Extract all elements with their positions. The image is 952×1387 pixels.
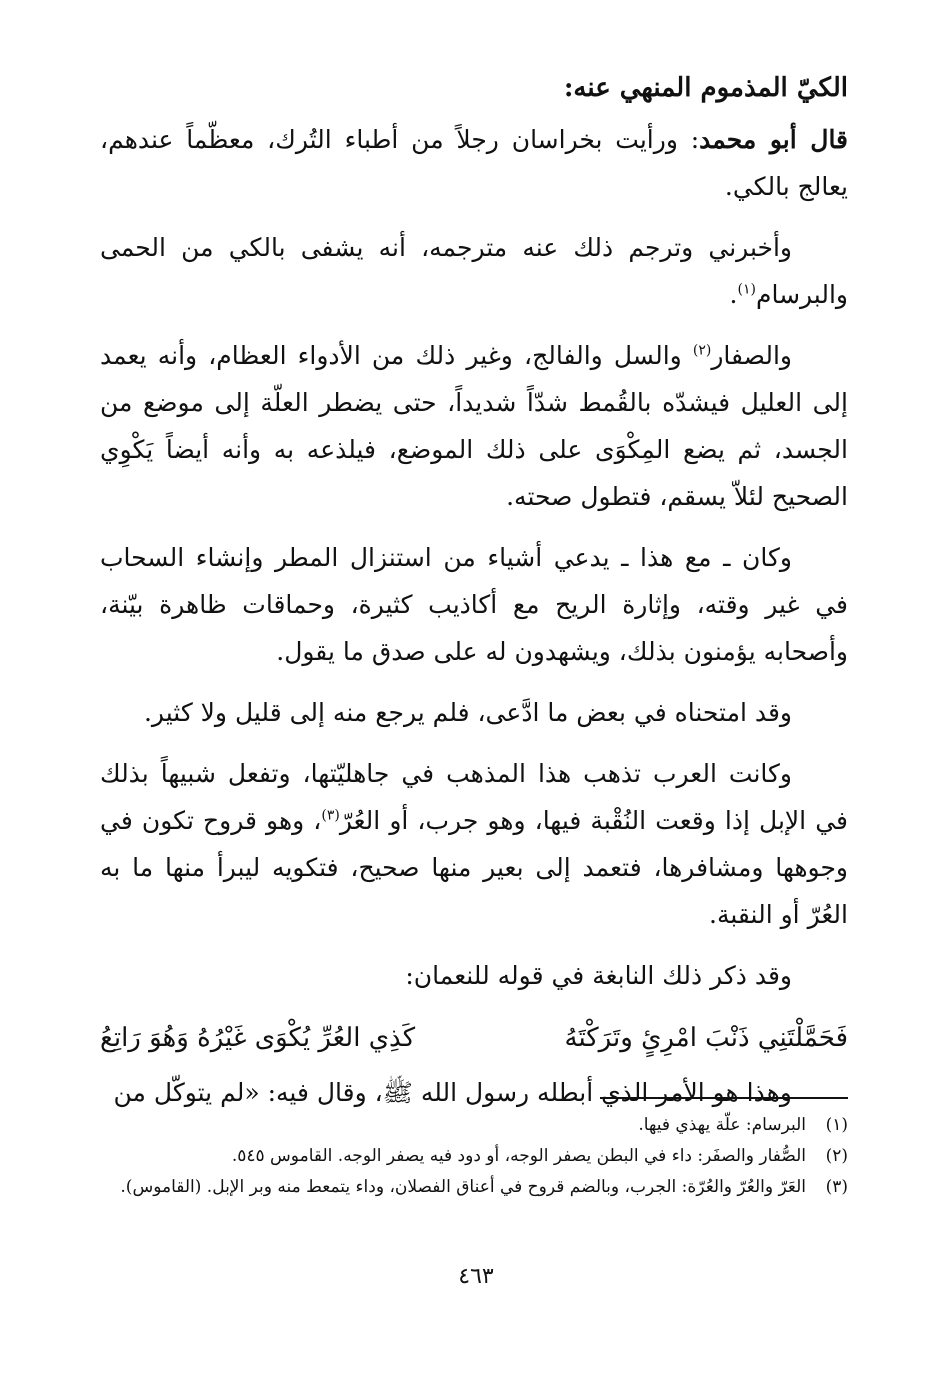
footnote-number: (١) bbox=[825, 1115, 848, 1135]
footnote-text: البرسام: علّة يهذي فيها. bbox=[638, 1115, 806, 1135]
footnote-3 bbox=[100, 1172, 848, 1203]
paragraph-1-text: : ورأيت بخراسان رجلاً من أطباء التُرك، معظّماً عندهم، يعالج بالكي. bbox=[100, 125, 848, 201]
paragraph-3-text-b: والسل والفالج، وغير ذلك من الأدواء العظام، وأنه يعمد إلى العليل فيشدّه بالقُمط شدّاً شديداً، حتى يضطر العلّة إلى موضع من الجسد، ثم يضع المِكْوَى على ذلك الموضع، فيلذعه به وأنه أيضاً يَكْوِي الصحيح لئلاّ يسقم، فتطول صحته. bbox=[100, 341, 848, 511]
paragraph-6-text-b: ، وهو قروح تكون في وجوهها ومشافرها، فتعمد إلى بعير منها صحيح، فتكويه ليبرأ منها ما به العُرّ أو النقبة. bbox=[100, 806, 848, 929]
page-body bbox=[100, 62, 848, 1130]
footnote-ref-1: (١) bbox=[737, 281, 756, 298]
footnote-ref-2: (٢) bbox=[692, 342, 712, 359]
paragraph-6 bbox=[100, 750, 848, 938]
paragraph-2-text-a: وأخبرني وترجم ذلك عنه مترجمه، أنه يشفى بالكي من الحمى والبرسام bbox=[100, 233, 848, 309]
footnote-1 bbox=[100, 1110, 848, 1141]
paragraph-3 bbox=[100, 332, 848, 520]
paragraph-5: وقد امتحناه في بعض ما ادَّعى، فلم يرجع منه إلى قليل ولا كثير. bbox=[143, 698, 792, 727]
speaker-name: قال أبو محمد bbox=[699, 125, 849, 154]
footnote-divider bbox=[600, 1097, 848, 1099]
footnote-2 bbox=[100, 1141, 848, 1172]
footnote-ref-3: (٣) bbox=[321, 807, 340, 824]
section-heading: الكيّ المذموم المنهي عنه: bbox=[563, 73, 848, 103]
paragraph-7: وقد ذكر ذلك النابغة في قوله للنعمان: bbox=[405, 961, 792, 990]
footnote-number: (٢) bbox=[825, 1146, 848, 1166]
footnote-text: الصُّفار والصفَر: داء في البطن يصفر الوجه، أو دود فيه يصفر الوجه. القاموس ٥٤٥. bbox=[231, 1146, 806, 1166]
paragraph-3-text-a: والصفار bbox=[711, 341, 792, 370]
page-number: ٤٦٣ bbox=[458, 1264, 494, 1289]
paragraph-2 bbox=[100, 224, 848, 318]
footnote-text: العَرّ والعُرّ والعُرّة: الجرب، وبالضم قروح في أعناق الفصلان، وداء يتمعط منه وبر الإبل. (القاموس). bbox=[120, 1177, 806, 1197]
paragraph-8: وهذا هو الأمر الذي أبطله رسول الله ﷺ، وقال فيه: «لم يتوكّل من bbox=[113, 1078, 792, 1107]
paragraph-4: وكان ـ مع هذا ـ يدعي أشياء من استنزال المطر وإنشاء السحاب في غير وقته، وإثارة الريح مع أكاذيب كثيرة، وحماقات ظاهرة بيّنة، وأصحابه يؤمنون بذلك، ويشهدون له على صدق ما يقول. bbox=[100, 543, 848, 666]
verse-second-hemistich: كَذِي العُرِّ يُكْوَى غَيْرُهُ وَهُوَ رَاتِعُ bbox=[100, 1023, 416, 1053]
paragraph-2-text-b: . bbox=[729, 280, 738, 309]
footnotes bbox=[100, 1110, 848, 1203]
verse-first-hemistich: فَحَمَّلْتَنِي ذَنْبَ امْرِئٍ وتَرَكْتَهُ bbox=[564, 1023, 848, 1053]
paragraph-6-text-a: وكانت العرب تذهب هذا المذهب في جاهليّتها، وتفعل شبيهاً بذلك في الإبل إذا وقعت النُقْبة فيها، وهو جرب، أو العُرّ bbox=[100, 759, 848, 835]
footnote-number: (٣) bbox=[825, 1177, 848, 1197]
paragraph-1 bbox=[100, 116, 848, 210]
poetry-verse bbox=[100, 1013, 848, 1063]
